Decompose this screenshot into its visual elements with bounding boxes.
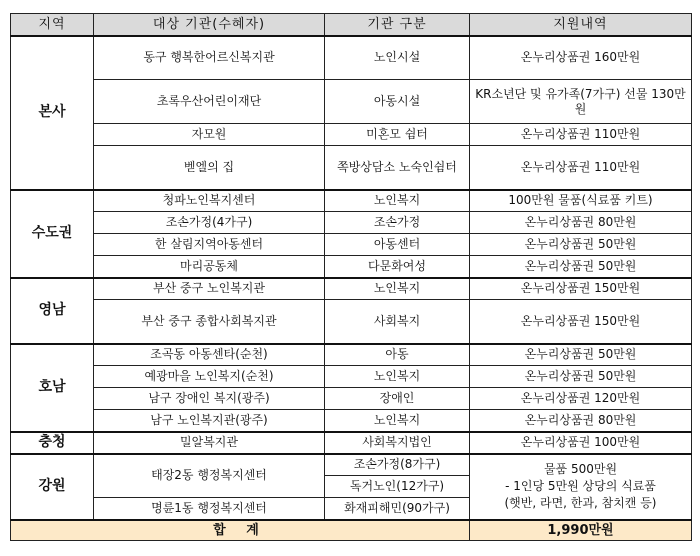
category-cell: 사회복지법인 (325, 432, 470, 454)
institution-cell: 부산 중구 종합사회복지관 (94, 300, 325, 344)
table-row (11, 366, 692, 388)
category-cell: 아동 (325, 344, 470, 366)
header-row (11, 14, 692, 36)
support-cell: 온누리상품권 150만원 (470, 300, 692, 344)
support-cell: 온누리상품권 50만원 (470, 234, 692, 256)
table-row (11, 454, 692, 476)
total-label: 합 계 (11, 520, 470, 541)
institution-cell: 마리공동체 (94, 256, 325, 278)
institution-cell: 조손가정(4가구) (94, 212, 325, 234)
table-row (11, 212, 692, 234)
header-region: 지역 (11, 14, 94, 36)
category-cell: 사회복지 (325, 300, 470, 344)
support-cell: 온누리상품권 80만원 (470, 410, 692, 432)
support-cell: 온누리상품권 50만원 (470, 344, 692, 366)
category-cell: 노인복지 (325, 366, 470, 388)
institution-cell: 벧엘의 집 (94, 146, 325, 190)
header-institution: 대상 기관(수혜자) (94, 14, 325, 36)
category-cell: 조손가정 (325, 212, 470, 234)
support-cell: 온누리상품권 150만원 (470, 278, 692, 300)
institution-cell: 한 살림지역아동센터 (94, 234, 325, 256)
category-cell: 다문화여성 (325, 256, 470, 278)
header-support: 지원내역 (470, 14, 692, 36)
category-cell: 조손가정(8가구) (325, 454, 470, 476)
region-cell: 본사 (11, 36, 94, 190)
category-cell: 노인복지 (325, 278, 470, 300)
category-cell: 노인복지 (325, 190, 470, 212)
header-category: 기관 구분 (325, 14, 470, 36)
table-row (11, 278, 692, 300)
table-row (11, 256, 692, 278)
category-cell: 미혼모 쉼터 (325, 124, 470, 146)
region-cell: 충청 (11, 432, 94, 454)
institution-cell: 명륜1동 행정복지센터 (94, 498, 325, 520)
table-row (11, 146, 692, 190)
support-cell: 온누리상품권 110만원 (470, 146, 692, 190)
total-amount: 1,990만원 (470, 520, 692, 541)
category-cell: 노인복지 (325, 410, 470, 432)
table-row (11, 388, 692, 410)
support-cell: 온누리상품권 120만원 (470, 388, 692, 410)
institution-cell: 예광마을 노인복지(순천) (94, 366, 325, 388)
support-cell: 온누리상품권 50만원 (470, 366, 692, 388)
category-cell: 화재피해민(90가구) (325, 498, 470, 520)
support-cell: 온누리상품권 110만원 (470, 124, 692, 146)
table-row (11, 124, 692, 146)
institution-cell: 초록우산어린이재단 (94, 80, 325, 124)
table-row (11, 36, 692, 80)
table-row (11, 410, 692, 432)
region-cell: 수도권 (11, 190, 94, 278)
region-cell: 강원 (11, 454, 94, 520)
region-cell: 호남 (11, 344, 94, 432)
total-row (11, 520, 692, 541)
table-row (11, 432, 692, 454)
support-cell: 온누리상품권 100만원 (470, 432, 692, 454)
institution-cell: 태장2동 행정복지센터 (94, 454, 325, 498)
category-cell: 쪽방상담소 노숙인쉼터 (325, 146, 470, 190)
category-cell: 장애인 (325, 388, 470, 410)
table-row (11, 234, 692, 256)
region-cell: 영남 (11, 278, 94, 344)
support-cell: KR소년단 및 유가족(7가구) 선물 130만원 (470, 80, 692, 124)
category-cell: 노인시설 (325, 36, 470, 80)
institution-cell: 밀알복지관 (94, 432, 325, 454)
table-row (11, 300, 692, 344)
institution-cell: 청파노인복지센터 (94, 190, 325, 212)
table-row (11, 190, 692, 212)
category-cell: 아동센터 (325, 234, 470, 256)
table-row (11, 80, 692, 124)
support-cell: 100만원 물품(식료품 키트) (470, 190, 692, 212)
category-cell: 아동시설 (325, 80, 470, 124)
donation-table (10, 13, 692, 541)
support-cell: 온누리상품권 80만원 (470, 212, 692, 234)
institution-cell: 동구 행복한어르신복지관 (94, 36, 325, 80)
category-cell: 독거노인(12가구) (325, 476, 470, 498)
support-cell: 온누리상품권 160만원 (470, 36, 692, 80)
institution-cell: 부산 중구 노인복지관 (94, 278, 325, 300)
institution-cell: 자모원 (94, 124, 325, 146)
table-row (11, 344, 692, 366)
institution-cell: 남구 장애인 복지(광주) (94, 388, 325, 410)
support-cell: 물품 500만원 - 1인당 5만원 상당의 식료품 (햇반, 라면, 한과, 참치캔 등) (470, 454, 692, 520)
institution-cell: 조곡동 아동센타(순천) (94, 344, 325, 366)
institution-cell: 남구 노인복지관(광주) (94, 410, 325, 432)
support-cell: 온누리상품권 50만원 (470, 256, 692, 278)
